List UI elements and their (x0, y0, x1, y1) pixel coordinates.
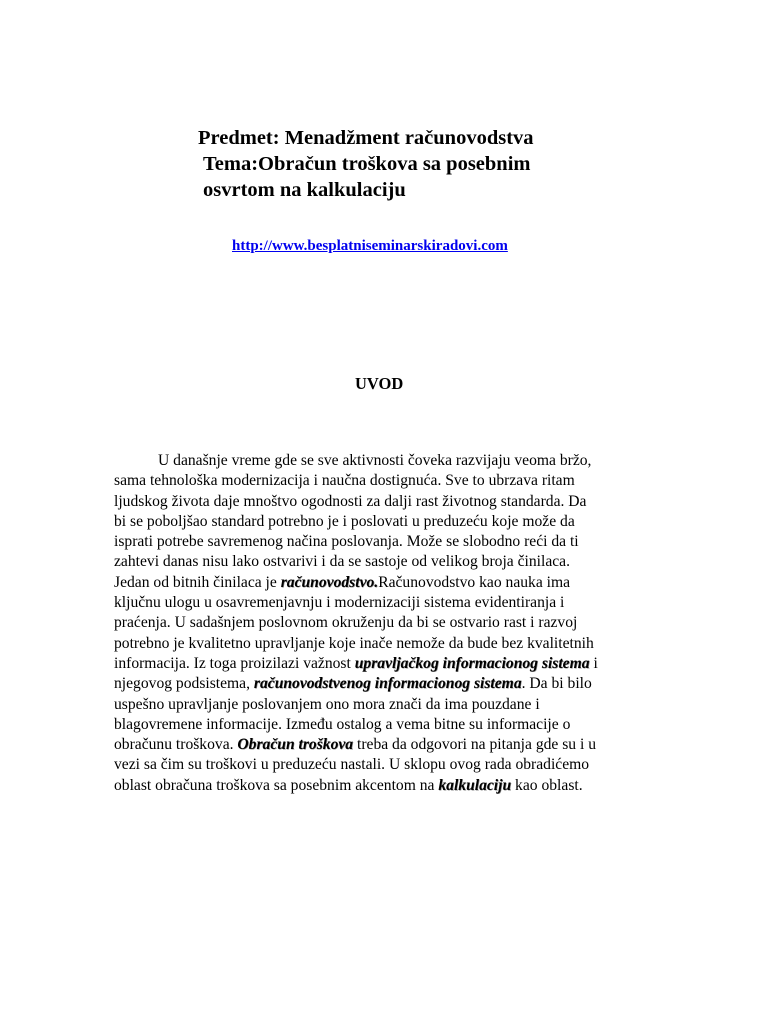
emphasis-term: Obračun troškova (237, 736, 354, 754)
paragraph-line (114, 776, 674, 796)
text-run: obračunu troškova. (114, 736, 238, 754)
text-run: Jedan od bitnih činilaca je (114, 573, 281, 591)
paragraph-line: U današnje vreme gde se sve aktivnosti čoveka razvijaju veoma bržo, (158, 452, 592, 469)
paragraph-line (114, 654, 674, 674)
emphasis-term: upravljačkog informacionog sistema (354, 654, 590, 672)
paragraph-line: bi se poboljšao standard potrebno je i poslovati u preduzeću koje može da (114, 512, 575, 530)
topic-line-2: osvrtom na kalkulaciju (203, 179, 406, 201)
emphasis-term: računovodstvenog informacionog sistema (253, 675, 522, 693)
paragraph-line: isprati potrebe savremenog načina poslovanja. Može se slobodno reći da ti (114, 533, 579, 551)
paragraph-line: blagovremene informacije. Između ostalog a vema bitne su informacije o (114, 715, 571, 733)
emphasis-term: kalkulaciju (438, 776, 512, 794)
paragraph-line: ključnu ulogu u osavremenjavnju i modernizaciji sistema evidentiranja i (114, 594, 565, 612)
emphasis-term: računovodstvo. (280, 573, 379, 591)
section-heading: UVOD (355, 374, 404, 393)
text-run: Računovodstvo kao nauka ima (378, 573, 571, 591)
intro-paragraph (114, 451, 674, 796)
title-block (198, 125, 534, 203)
paragraph-line (114, 573, 674, 593)
text-run: njegovog podsistema, (114, 675, 254, 693)
paragraph-line (114, 735, 674, 755)
subject-line: Predmet: Menadžment računovodstva (198, 127, 534, 149)
paragraph-line: potrebno je kvalitetno upravljanje koje inače nemože da bude bez kvalitetnih (114, 634, 594, 652)
paragraph-line: vezi sa čim su troškovi u preduzeću nastali. U sklopu ovog rada obradićemo (114, 756, 590, 774)
text-run: treba da odgovori na pitanja gde su i u (353, 736, 597, 754)
topic-line-1: Tema:Obračun troškova sa posebnim (203, 153, 531, 175)
text-run: informacija. Iz toga proizilazi važnost (114, 654, 355, 672)
text-run: . Da bi bilo (521, 675, 592, 693)
paragraph-line: zahtevi danas nisu lako ostvarivi i da se sastoje od velikog broja činilaca. (114, 553, 570, 571)
paragraph-line (114, 674, 674, 694)
text-run: oblast obračuna troškova sa posebnim akcentom na (114, 776, 439, 794)
website-link[interactable]: http://www.besplatniseminarskiradovi.com (232, 238, 508, 254)
paragraph-line: sama tehnološka modernizacija i naučna dostignuća. Sve to ubrzava ritam (114, 472, 575, 490)
text-run: kao oblast. (511, 776, 583, 794)
paragraph-line: ljudskog života daje mnoštvo ogodnosti za dalji rast životnog standarda. Da (114, 492, 587, 510)
text-run: i (589, 654, 598, 672)
paragraph-line: uspešno upravljanje poslovanjem ono mora znači da ima pouzdane i (114, 695, 540, 713)
paragraph-line: praćenja. U sadašnjem poslovnom okruženju da bi se ostvario rast i razvoj (114, 614, 578, 632)
